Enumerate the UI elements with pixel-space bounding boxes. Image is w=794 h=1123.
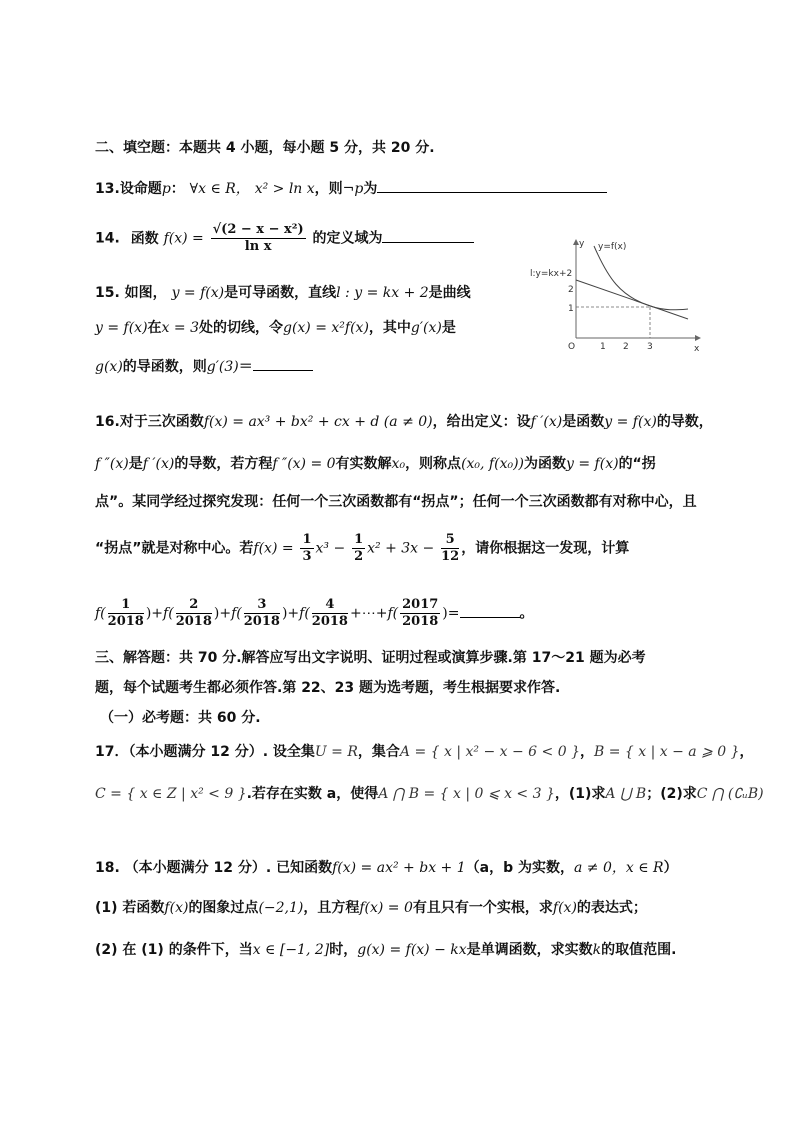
q17-math-union: A ⋃ B — [605, 786, 647, 802]
question-18-line-3 — [95, 940, 676, 960]
q14-fraction — [211, 222, 306, 255]
q16-text6: 有实数解 — [335, 456, 392, 472]
q18-paren: ） — [663, 860, 678, 876]
frac-den: 2018 — [243, 614, 280, 629]
q13-negation: ¬p — [342, 181, 364, 197]
q17-math-C: C = { x ∈ Z | x² < 9 } — [95, 786, 247, 802]
frac-den: 2018 — [311, 614, 348, 629]
q13-answer-blank — [377, 178, 607, 193]
q15-math-gx: g(x) = x²f(x) — [282, 320, 369, 336]
question-15-line-1 — [95, 283, 471, 303]
q17-math-complement: C ⋂ (∁ᵤB) — [696, 786, 764, 802]
q18-math-eq: f(x) = 0 — [359, 900, 413, 916]
q18-math-point: (−2,1) — [258, 900, 304, 916]
q16-math-x3: x³ − — [315, 540, 346, 557]
y-tick-1: 1 — [568, 304, 574, 314]
q15-text4: 处的切线，令 — [198, 320, 283, 336]
q13-text3: 为 — [363, 181, 378, 197]
q16-math-cubic: f(x) = ax³ + bx² + cx + d (a ≠ 0) — [203, 414, 433, 430]
q16-period: 。 — [519, 605, 534, 622]
q15-text3: 在 — [147, 320, 162, 336]
frac-num: 2017 — [402, 597, 439, 612]
q17-intro: 17．（本小题满分 12 分）. 设全集 — [95, 744, 315, 760]
q16-math-f: f(x) = — [253, 540, 294, 557]
frac-num: 4 — [312, 597, 348, 614]
q15-answer-blank — [253, 356, 313, 371]
question-15-line-3 — [95, 356, 313, 377]
frac-den: 2018 — [175, 614, 212, 629]
q18-intro: 18. （本小题满分 12 分）. 已知函数 — [95, 860, 333, 876]
q17-text3: ，(1)求 — [554, 786, 606, 802]
q15-text2: 是曲线 — [428, 285, 471, 301]
q18-math-cond: a ≠ 0，x ∈ R — [573, 860, 664, 876]
q16-math-x0: x₀ — [391, 456, 406, 472]
q15-math-line: l : y = kx + 2 — [336, 285, 429, 301]
frac-num: 3 — [244, 597, 280, 614]
question-17-line-2 — [95, 784, 764, 804]
x-tick-3: 3 — [647, 342, 653, 352]
frac-num: 5 — [441, 532, 459, 549]
q18-part2: (2) 在 (1) 的条件下，当 — [95, 942, 253, 958]
q16-text7: ，则称点 — [405, 456, 462, 472]
q16-f-open-1: f( — [95, 605, 106, 622]
q18-math-k: k — [592, 942, 602, 958]
frac-den: 2 — [354, 549, 364, 564]
q16-math-x2: x² + 3x − — [367, 540, 435, 557]
q18-math-f: f(x) = ax² + bx + 1 — [332, 860, 466, 876]
q18-math-interval: x ∈ [−1, 2] — [252, 942, 330, 958]
q18-text: （a，b 为实数， — [465, 860, 574, 876]
q15-equals: ＝ — [238, 359, 253, 375]
question-17-line-1 — [95, 742, 754, 762]
q16-text: ，给出定义：设 — [432, 414, 531, 430]
q17-text: ，集合 — [357, 744, 400, 760]
q16-dots: +⋯+ — [349, 605, 388, 622]
question-16-line-1 — [95, 412, 713, 432]
q16-math-yfx2: y = f(x) — [566, 456, 619, 472]
q16-frac-1-2 — [352, 532, 365, 565]
q13-text2: ，则 — [314, 181, 343, 197]
q14-denominator: ln x — [244, 239, 272, 254]
frac-num: 2 — [176, 597, 212, 614]
q14-answer-blank — [382, 228, 474, 243]
frac-den: 3 — [302, 549, 312, 564]
question-16-line-5 — [95, 597, 534, 630]
question-18-line-1 — [95, 858, 678, 878]
q17-math-U: U = R — [314, 744, 358, 760]
q16-text10: “拐点”就是对称中心。若 — [95, 540, 254, 557]
x-tick-2: 2 — [623, 342, 629, 352]
q18-math-fx2: f(x) — [552, 900, 577, 916]
q15-text5: ，其中 — [368, 320, 411, 336]
q13-colon: ： — [170, 181, 185, 197]
q17-comma: ， — [579, 744, 594, 760]
frac-den: 2018 — [107, 614, 144, 629]
q13-number: 13. — [95, 181, 120, 197]
question-16-line-2 — [95, 454, 656, 474]
q16-f-open-2: f( — [163, 605, 174, 622]
q16-text2: 是函数 — [562, 414, 605, 430]
frac-den: 12 — [441, 549, 460, 564]
q16-sum-frac-5 — [400, 597, 440, 630]
q16-math-yfx: y = f(x) — [604, 414, 657, 430]
q16-math-point: (x₀, f(x₀)) — [461, 456, 525, 472]
q15-math-curve: y = f(x) — [95, 320, 148, 336]
q15-math-gprime: g′(x) — [410, 320, 442, 336]
q13-p: p — [161, 181, 171, 197]
q16-equals: )= — [442, 605, 460, 622]
section3-required-heading: （一）必考题：共 60 分. — [100, 710, 261, 726]
q16-text11: ，请你根据这一发现，计算 — [461, 540, 630, 557]
q14-number: 14. — [95, 230, 120, 247]
q16-plus: )+ — [281, 605, 300, 622]
q15-math-gx2: g(x) — [95, 359, 123, 375]
q15-intro: 15. 如图， — [95, 285, 167, 301]
q13-forall: ∀x ∈ R， — [189, 181, 250, 197]
q16-math-eq: f ″(x) = 0 — [272, 456, 336, 472]
q16-frac-5-12 — [441, 532, 459, 565]
q18-text7: 是单调函数，求实数 — [466, 942, 593, 958]
q16-math-fprime: f ′(x) — [530, 414, 563, 430]
section-heading-fill-in: 二、填空题：本题共 4 小题，每小题 5 分，共 20 分. — [95, 140, 435, 156]
q18-math-fx: f(x) — [164, 900, 189, 916]
q17-text4: ；(2)求 — [646, 786, 697, 802]
q16-plus: )+ — [145, 605, 164, 622]
q16-math-fprime2: f ′(x) — [142, 456, 175, 472]
frac-num: 1 — [354, 532, 364, 547]
q18-part1: (1) 若函数 — [95, 900, 165, 916]
y-tick-2: 2 — [568, 285, 574, 295]
q16-text8: 为函数 — [524, 456, 567, 472]
section3-line-1: 三、解答题：共 70 分.解答应写出文字说明、证明过程或演算步骤.第 17～21 题为必考 — [95, 650, 646, 666]
frac-den: 2018 — [402, 614, 439, 629]
q16-sum-frac-4 — [312, 597, 348, 630]
q13-text: 设命题 — [119, 181, 162, 197]
q16-text9: 的“拐 — [618, 456, 656, 472]
q18-text2: 的图象过点 — [188, 900, 259, 916]
x-axis-label: x — [694, 344, 700, 352]
frac-num: 1 — [108, 597, 144, 614]
q16-sum-frac-2 — [176, 597, 212, 630]
q16-f-open-5: f( — [387, 605, 399, 622]
q16-f-open-4: f( — [299, 605, 310, 622]
q16-f-open-3: f( — [231, 605, 242, 622]
q16-sum-frac-3 — [244, 597, 280, 630]
q17-comma2: ， — [739, 744, 754, 760]
question-14 — [95, 222, 474, 255]
q18-math-gx: g(x) = f(x) − kx — [357, 942, 467, 958]
q17-math-A: A = { x | x² − x − 6 < 0 } — [399, 744, 580, 760]
question-16-line-4 — [95, 532, 629, 565]
q16-sum-frac-1 — [108, 597, 144, 630]
origin-label: O — [568, 342, 576, 352]
q18-text3: ，且方程 — [303, 900, 360, 916]
q15-math-gprime3: g′(3) — [206, 359, 239, 375]
q14-text2: 的定义域为 — [312, 230, 383, 247]
tangent-line-l — [576, 280, 688, 319]
q16-text3: 的导数， — [656, 414, 713, 430]
q16-plus: )+ — [213, 605, 232, 622]
q16-math-fdouble: f ″(x) — [95, 456, 129, 472]
q14-numerator: √(2 − x − x²) — [212, 222, 304, 237]
q16-intro: 16.对于三次函数 — [95, 414, 204, 430]
q18-text8: 的取值范围. — [601, 942, 677, 958]
tangent-line-graph — [528, 234, 708, 352]
q14-fx: f(x) = — [163, 230, 204, 247]
q13-inequality: x² > ln x — [254, 181, 315, 197]
question-13 — [95, 178, 607, 199]
q16-text4: 是 — [128, 456, 143, 472]
q15-math-y-fx: y = f(x) — [171, 285, 225, 301]
q15-math-x3: x = 3 — [161, 320, 199, 336]
question-18-line-2 — [95, 898, 647, 918]
q17-text2: .若存在实数 a，使得 — [246, 786, 379, 802]
curve-label: y=f(x) — [598, 242, 627, 252]
line-label: l:y=kx+2 — [530, 269, 573, 279]
q15-text: 是可导函数，直线 — [224, 285, 337, 301]
q15-text6: 是 — [441, 320, 456, 336]
q16-text5: 的导数，若方程 — [174, 456, 273, 472]
q17-math-intersection: A ⋂ B = { x | 0 ⩽ x < 3 } — [378, 786, 555, 802]
q18-text5: 的表达式； — [576, 900, 647, 916]
y-axis-label: y — [579, 239, 585, 249]
question-16-line-3: 点”。某同学经过探究发现：任何一个三次函数都有“拐点”；任何一个三次函数都有对称中心，且 — [95, 494, 697, 510]
q16-answer-blank — [460, 603, 520, 618]
q18-text6: 时， — [329, 942, 358, 958]
frac-num: 1 — [302, 532, 312, 547]
q16-frac-1-3 — [300, 532, 313, 565]
curve-y-fx — [594, 246, 688, 310]
x-tick-1: 1 — [600, 342, 606, 352]
q18-text4: 有且只有一个实根，求 — [412, 900, 553, 916]
q14-text: 函数 — [130, 230, 159, 247]
q17-math-B: B = { x | x − a ⩾ 0 } — [593, 744, 740, 760]
section3-line-2: 题，每个试题考生都必须作答.第 22、23 题为选考题，考生根据要求作答. — [95, 680, 561, 696]
q15-text7: 的导函数，则 — [122, 359, 207, 375]
question-15-line-2 — [95, 318, 456, 338]
